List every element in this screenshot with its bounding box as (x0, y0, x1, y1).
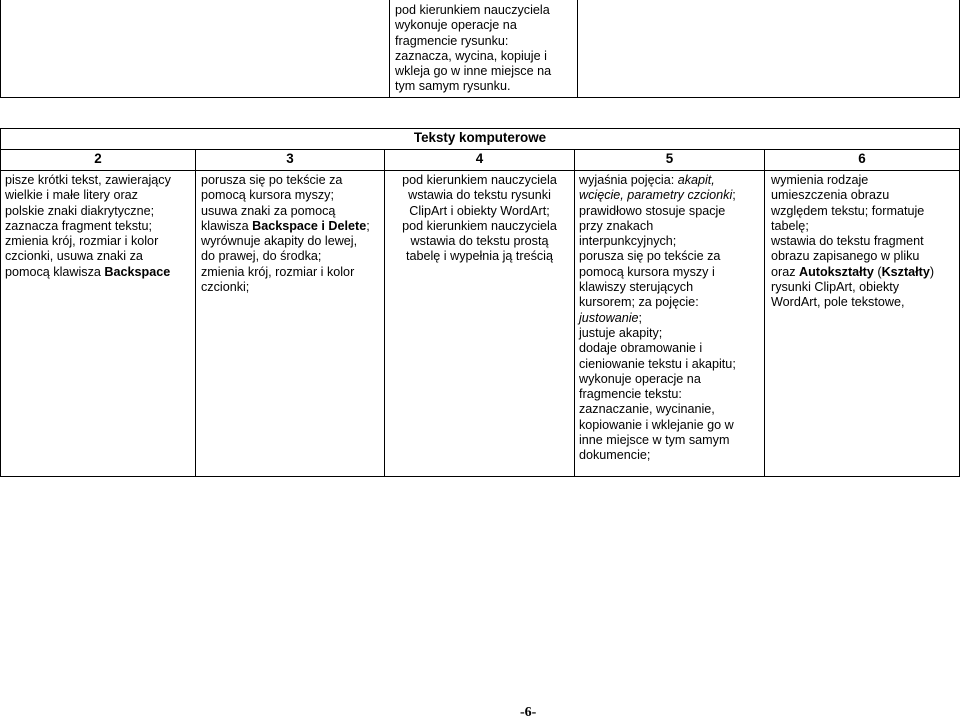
cell-col-4 (384, 170, 575, 477)
col-4-text: pod kierunkiem nauczyciela wstawia do tekstu rysunki ClipArt i obiekty WordArt; pod kierunkiem nauczyciela wstawia do tekstu prostą tabelę i wypełnia ją treścią (402, 173, 557, 264)
top-fragment-left (0, 0, 390, 98)
cell-col-3 (195, 170, 385, 477)
col-5-text: wyjaśnia pojęcia: akapit, wcięcie, parametry czcionki; prawidłowo stosuje spacje przy znakach interpunkcyjnych; porusza się po tekście za pomocą kursora myszy i klawiszy sterujących kursorem; za pojęcie: justowanie; justuje akapity; dodaje obramowanie i cieniowanie tekstu i akapitu; wykonuje operacje na fragmencie tekstu: zaznaczanie, wycinanie, kopiowanie i wklejanie go w inne miejsce w tym samym dokumencie; (579, 173, 736, 463)
col-2-text: pisze krótki tekst, zawierający wielkie i małe litery oraz polskie znaki diakrytyczne; zaznacza fragment tekstu; zmienia krój, rozmiar i kolor czcionki, usuwa znaki za pomocą klawisza Backspace (5, 173, 171, 279)
cell-col-5 (574, 170, 765, 477)
top-fragment-cell (389, 0, 578, 98)
cell-col-6 (764, 170, 960, 477)
column-number-5: 5 (665, 151, 674, 166)
column-number-4: 4 (475, 151, 484, 166)
col-6-text: wymienia rodzaje umieszczenia obrazu względem tekstu; formatuje tabelę; wstawia do tekstu fragment obrazu zapisanego w pliku oraz Autokształty (Kształty) rysunki ClipArt, obiekty WordArt, pole tekstowe, (771, 173, 935, 310)
top-fragment-right (577, 0, 960, 98)
column-number-3: 3 (286, 151, 294, 166)
table-title: Teksty komputerowe (413, 130, 547, 145)
col-3-text: porusza się po tekście za pomocą kursora myszy; usuwa znaki za pomocą klawisza Backspace i Delete; wyrównuje akapity do lewej, do prawej, do środka; zmienia krój, rozmiar i kolor czcionki; (201, 173, 370, 295)
page-number: -6- (520, 705, 537, 720)
column-number-6: 6 (858, 151, 866, 166)
column-number-2: 2 (94, 151, 102, 166)
cell-col-2 (0, 170, 196, 477)
top-fragment-text: pod kierunkiem nauczyciela wykonuje operacje na fragmencie rysunku: zaznacza, wycina, kopiuje i wkleja go w inne miejsce na tym samym rysunku. (395, 3, 552, 94)
